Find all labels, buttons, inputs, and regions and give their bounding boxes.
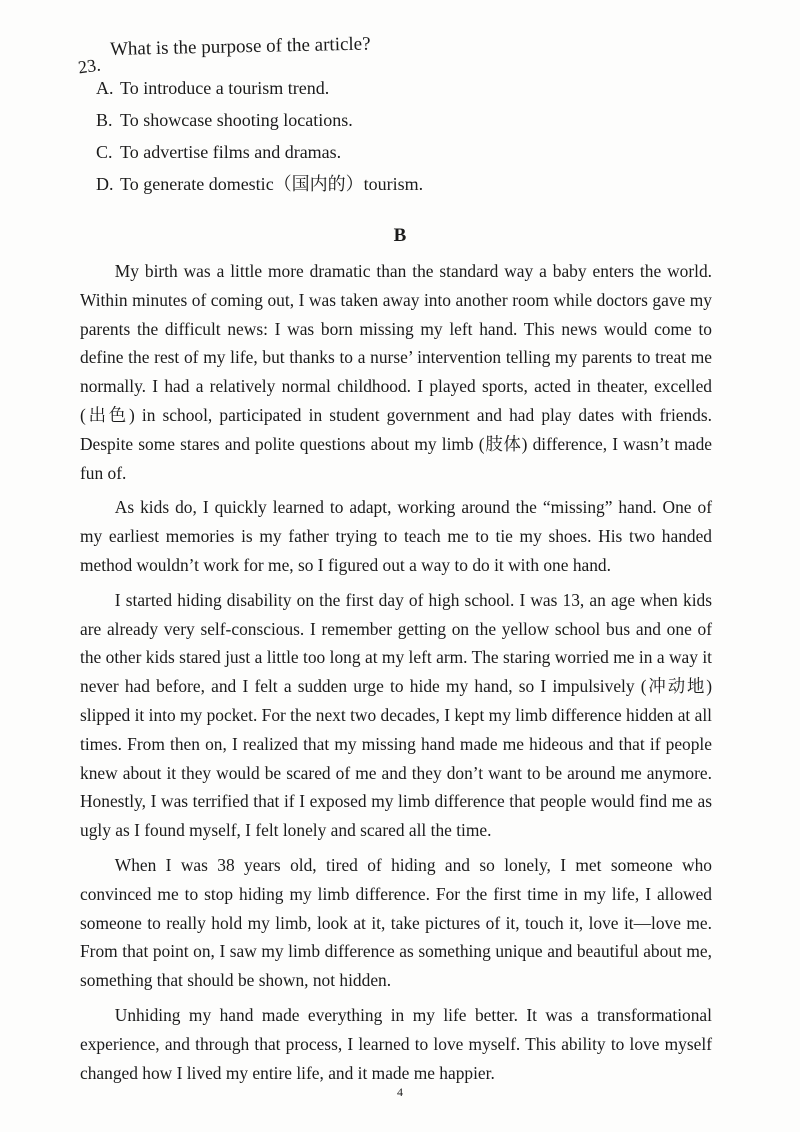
- option-a: [96, 72, 423, 104]
- page-number: 4: [397, 1085, 403, 1099]
- option-letter: C.: [96, 142, 113, 162]
- option-d: [96, 168, 423, 200]
- option-letter: D.: [96, 174, 114, 194]
- reading-passage: [80, 257, 712, 1093]
- question-stem: [76, 33, 718, 78]
- question-number: 23.: [76, 54, 102, 78]
- option-b: [96, 104, 423, 136]
- paragraph-4: When I was 38 years old, tired of hiding and so lonely, I met someone who convinced me to stop hiding my limb difference. For the first time in my life, I allowed someone to really hold my limb, look at it, take pictures of it, touch it, love it—love me. From that point on, I saw my limb difference as something unique and beautiful about me, something that should be shown, not hidden.: [80, 854, 712, 991]
- option-text: To showcase shooting locations.: [120, 110, 353, 130]
- paragraph-2: As kids do, I quickly learned to adapt, working around the “missing” hand. One of my earliest memories is my father trying to teach me to tie my shoes. His two handed method wouldn’t work for me, so I figured out a way to do it with one hand.: [80, 497, 712, 575]
- option-letter: A.: [96, 78, 114, 98]
- question-text: What is the purpose of the article?: [109, 33, 371, 60]
- paragraph-3: I started hiding disability on the first day of high school. I was 13, an age when kids are already very self-conscious. I remember getting on the yellow school bus and one of the other kids stared just a little too long at my left arm. The staring worried me in a way it never had before, and I felt a sudden urge to hide my hand, so I impulsively (冲动地) slipped it into my pocket. For the next two decades, I kept my limb difference hidden at all times. From then on, I realized that my missing hand made me hideous and that if people knew about it they would be scared of me and they don’t want to be around me anymore. Honestly, I was terrified that if I exposed my limb difference that people would find me as ugly as I found myself, I felt lonely and scared all the time.: [80, 589, 712, 841]
- paragraph-5: Unhiding my hand made everything in my life better. It was a transformational experience, and through that process, I learned to love myself. This ability to love myself changed how I lived my entire life, and it made me happier.: [80, 1004, 712, 1083]
- option-c: [96, 136, 423, 168]
- section-title: B: [393, 225, 407, 246]
- question-23: [76, 33, 718, 194]
- option-text: To generate domestic（国内的）tourism.: [120, 174, 424, 194]
- option-letter: B.: [96, 110, 113, 130]
- paragraph-1: My birth was a little more dramatic than the standard way a baby enters the world. Within minutes of coming out, I was taken away into another room while doctors gave my parents the difficult news: I was born missing my left hand. This news would come to define the rest of my life, but thanks to a nurse’ intervention telling my parents to treat me normally. I had a relatively normal childhood. I played sports, acted in theater, excelled (出色) in school, participated in student government and had play dates with friends. Despite some stares and polite questions about my limb (肢体) difference, I wasn’t made fun of.: [80, 261, 712, 483]
- option-text: To advertise films and dramas.: [120, 142, 342, 162]
- option-text: To introduce a tourism trend.: [120, 78, 330, 98]
- answer-options: [96, 72, 423, 200]
